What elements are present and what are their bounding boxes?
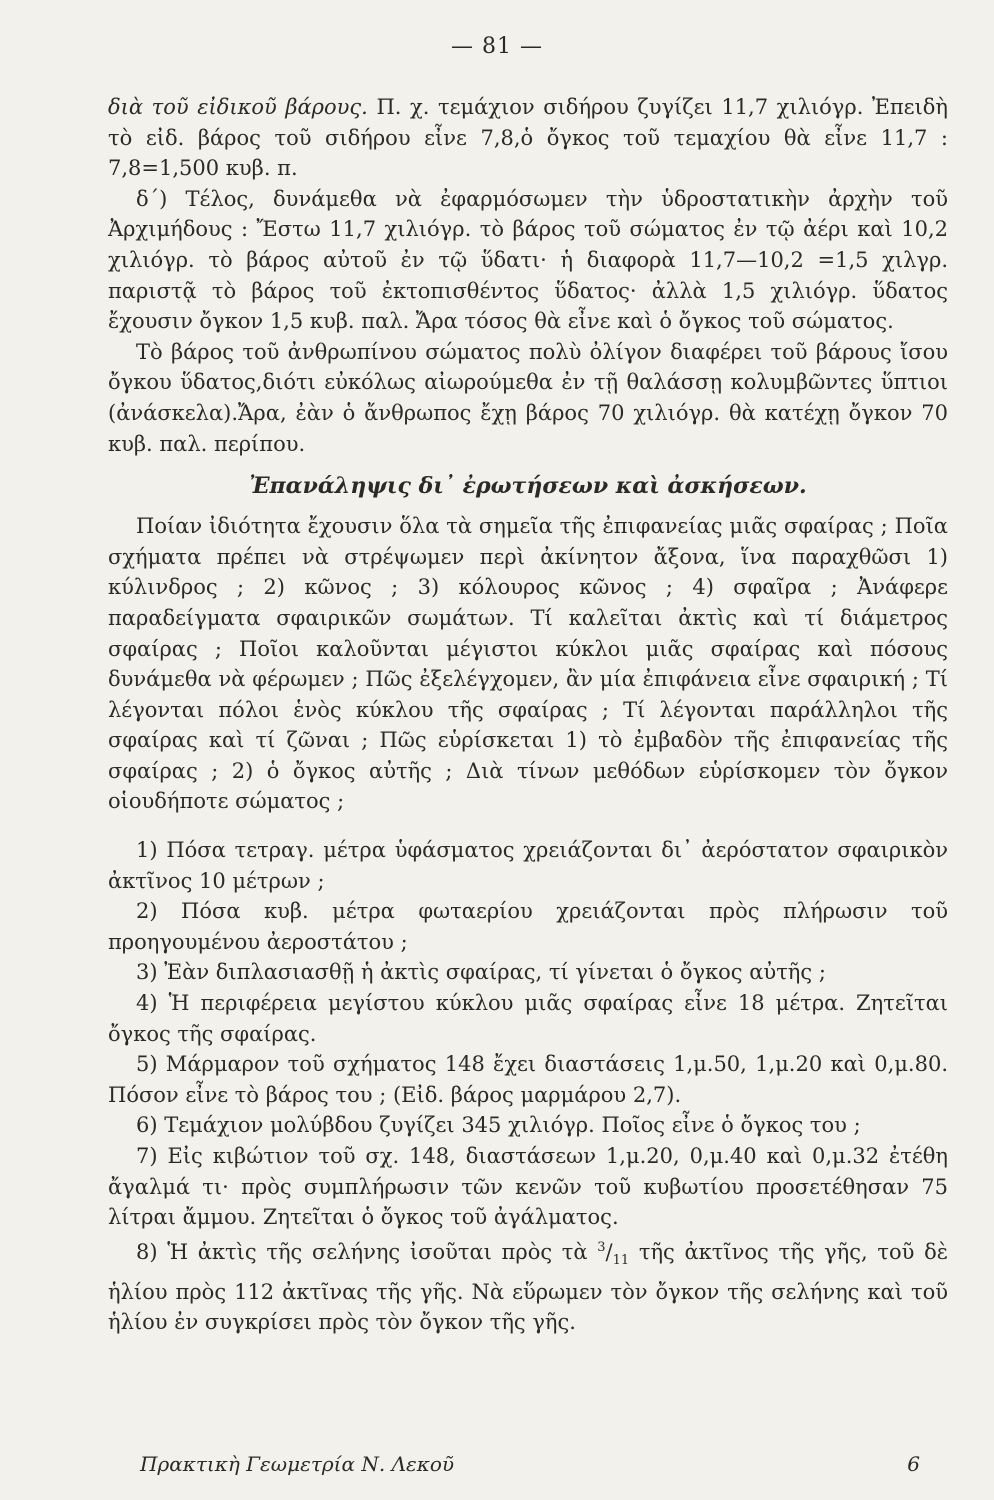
paragraph-text: Π. χ. τεμάχιον σιδήρου ζυγίζει 11,7 χιλιόγρ. Ἐπειδὴ τὸ εἰδ. βάρος τοῦ σιδήρου εἶνε 7,8,ὁ ὄγκος τοῦ τεμαχίου θὰ εἶνε 11,7 : 7,8=1,500 κυβ. π. <box>108 95 949 181</box>
fraction-numerator: 3 <box>597 1239 606 1255</box>
exercise-6: 6) Τεμάχιον μολύβδου ζυγίζει 345 χιλιόγρ. Ποῖος εἶνε ὁ ὄγκος του ; <box>136 1113 861 1138</box>
exercise-3: 3) Ἐὰν διπλασιασθῇ ἡ ἀκτὶς σφαίρας, τί γίνεται ὁ ὄγκος αὐτῆς ; <box>136 960 826 985</box>
exercise-5: 5) Μάρμαρον τοῦ σχήματος 148 ἔχει διαστάσεις 1,μ.50, 1,μ.20 καὶ 0,μ.80. Πόσον εἶνε τὸ βάρος του ; (Εἰδ. βάρος μαρμάρου 2,7). <box>108 1052 948 1107</box>
section-title: Ἐπανάληψις δι᾽ ἐρωτήσεων καὶ ἀσκήσεων. <box>249 473 807 500</box>
spacer <box>108 817 948 835</box>
body-text <box>108 92 948 1338</box>
italic-lead: διὰ τοῦ εἰδικοῦ βάρους. <box>108 95 368 119</box>
paragraph-human-body: Τὸ βάρος τοῦ ἀνθρωπίνου σώματος πολὺ ὀλίγον διαφέρει τοῦ βάρους ἴσου ὄγκου ὕδατος,διότι εὐκόλως αἰωρούμεθα ἐν τῇ θαλάσσῃ κολυμβῶντες ὕπτιοι (ἀνάσκελα).Ἄρα, ἐὰν ὁ ἄνθρωπος ἔχῃ βάρος 70 χιλιόγρ. θὰ κατέχῃ ὄγκον 70 κυβ. παλ. περίπου. <box>108 339 948 456</box>
exercise-1: 1) Πόσα τετραγ. μέτρα ὑφάσματος χρειάζονται δι᾽ ἀερόστατον σφαιρικὸν ἀκτῖνος 10 μέτρων ; <box>108 838 948 893</box>
exercise-8-text-a: 8) Ἡ ἀκτὶς τῆς σελήνης ἰσοῦται πρὸς τὰ <box>136 1239 598 1264</box>
page-footer <box>140 1452 920 1476</box>
exercise-4: 4) Ἡ περιφέρεια μεγίστου κύκλου μιᾶς σφαίρας εἶνε 18 μέτρα. Ζητεῖται ὄγκος τῆς σφαίρας. <box>108 991 948 1046</box>
page-number: — 81 — <box>451 34 543 59</box>
footer-book-title: Πρακτικὴ Γεωμετρία Ν. Λεκοῦ <box>140 1452 455 1476</box>
paragraph-weight-method <box>108 92 948 184</box>
exercise-7: 7) Εἰς κιβώτιον τοῦ σχ. 148, διαστάσεων 1,μ.20, 0,μ.40 καὶ 0,μ.32 ἐτέθη ἄγαλμά τι· πρὸς συμπλήρωσιν τῶν κενῶν τοῦ κυβωτίου προσετέθησαν 75 λίτραι ἄμμου. Ζητεῖται ὁ ὄγκος τοῦ ἀγάλματος. <box>108 1144 948 1230</box>
footer-signature-mark: 6 <box>907 1452 920 1476</box>
paragraph-archimedes: δ΄) Τέλος, δυνάμεθα νὰ ἐφαρμόσωμεν τὴν ὑδροστατικὴν ἀρχὴν τοῦ Ἀρχιμήδους : Ἔστω 11,7 χιλιόγρ. τὸ βάρος τοῦ σώματος ἐν τῷ ἀέρι καὶ 10,2 χιλιόγρ. τὸ βάρος αὐτοῦ ἐν τῷ ὕδατι· ἡ διαφορὰ 11,7—10,2 =1,5 χιλγρ. παριστᾷ τὸ βάρος τοῦ ἐκτοπισθέντος ὕδατος· ἀλλὰ 1,5 χιλιόγρ. ὕδατος ἔχουσιν ὄγκον 1,5 κυβ. παλ. Ἄρα τόσος θὰ εἶνε καὶ ὁ ὄγκος τοῦ σώματος. <box>108 186 948 334</box>
exercise-8: 8) Ἡ ἀκτὶς τῆς σελήνης ἰσοῦται πρὸς τὰ $^3/_{11}$ τῆς ἀκτῖνος τῆς γῆς, τοῦ δὲ ἡλίου πρὸς 112 ἀκτῖνας τῆς γῆς. Νὰ εὕρωμεν τὸν ὄγκον τῆς σελήνης καὶ τοῦ ἡλίου ἐν συγκρίσει πρὸς τὸν ὄγκον τῆς γῆς. <box>108 1239 948 1335</box>
fraction-denominator: 11 <box>612 1252 630 1268</box>
review-questions: Ποίαν ἰδιότητα ἔχουσιν ὅλα τὰ σημεῖα τῆς ἐπιφανείας μιᾶς σφαίρας ; Ποῖα σχήματα πρέπει νὰ στρέψωμεν περὶ ἀκίνητον ἄξονα, ἵνα παραχθῶσι 1) κύλινδρος ; 2) κῶνος ; 3) κόλουρος κῶνος ; 4) σφαῖρα ; Ἀνάφερε παραδείγματα σφαιρικῶν σωμάτων. Τί καλεῖται ἀκτὶς καὶ τί διάμετρος σφαίρας ; Ποῖοι καλοῦνται μέγιστοι κύκλοι μιᾶς σφαίρας καὶ πόσους δυνάμεθα νὰ φέρωμεν ; Πῶς ἐξελέγχομεν, ἂν μία ἐπιφάνεια εἶνε σφαιρική ; Τί λέγονται πόλοι ἑνὸς κύκλου τῆς σφαίρας ; Τί λέγονται παράλληλοι τῆς σφαίρας καὶ τί ζῶναι ; Πῶς εὑρίσκεται 1) τὸ ἐμβαδὸν τῆς ἐπιφανείας τῆς σφαίρας ; 2) ὁ ὄγκος αὐτῆς ; Διὰ τίνων μεθόδων εὑρίσκομεν τὸν ὄγκον οἱουδήποτε σώματος ; <box>108 514 948 814</box>
exercise-8-text-b: τῆς ἀκτῖνος τῆς γῆς, τοῦ δὲ ἡλίου πρὸς 112 ἀκτῖνας τῆς γῆς. Νὰ εὕρωμεν τὸν ὄγκον τῆς σελήνης καὶ τοῦ ἡλίου ἐν συγκρίσει πρὸς τὸν ὄγκον τῆς γῆς. <box>108 1239 948 1335</box>
exercise-2: 2) Πόσα κυβ. μέτρα φωταερίου χρειάζονται πρὸς πλήρωσιν τοῦ προηγουμένου ἀεροστάτου ; <box>108 899 948 954</box>
